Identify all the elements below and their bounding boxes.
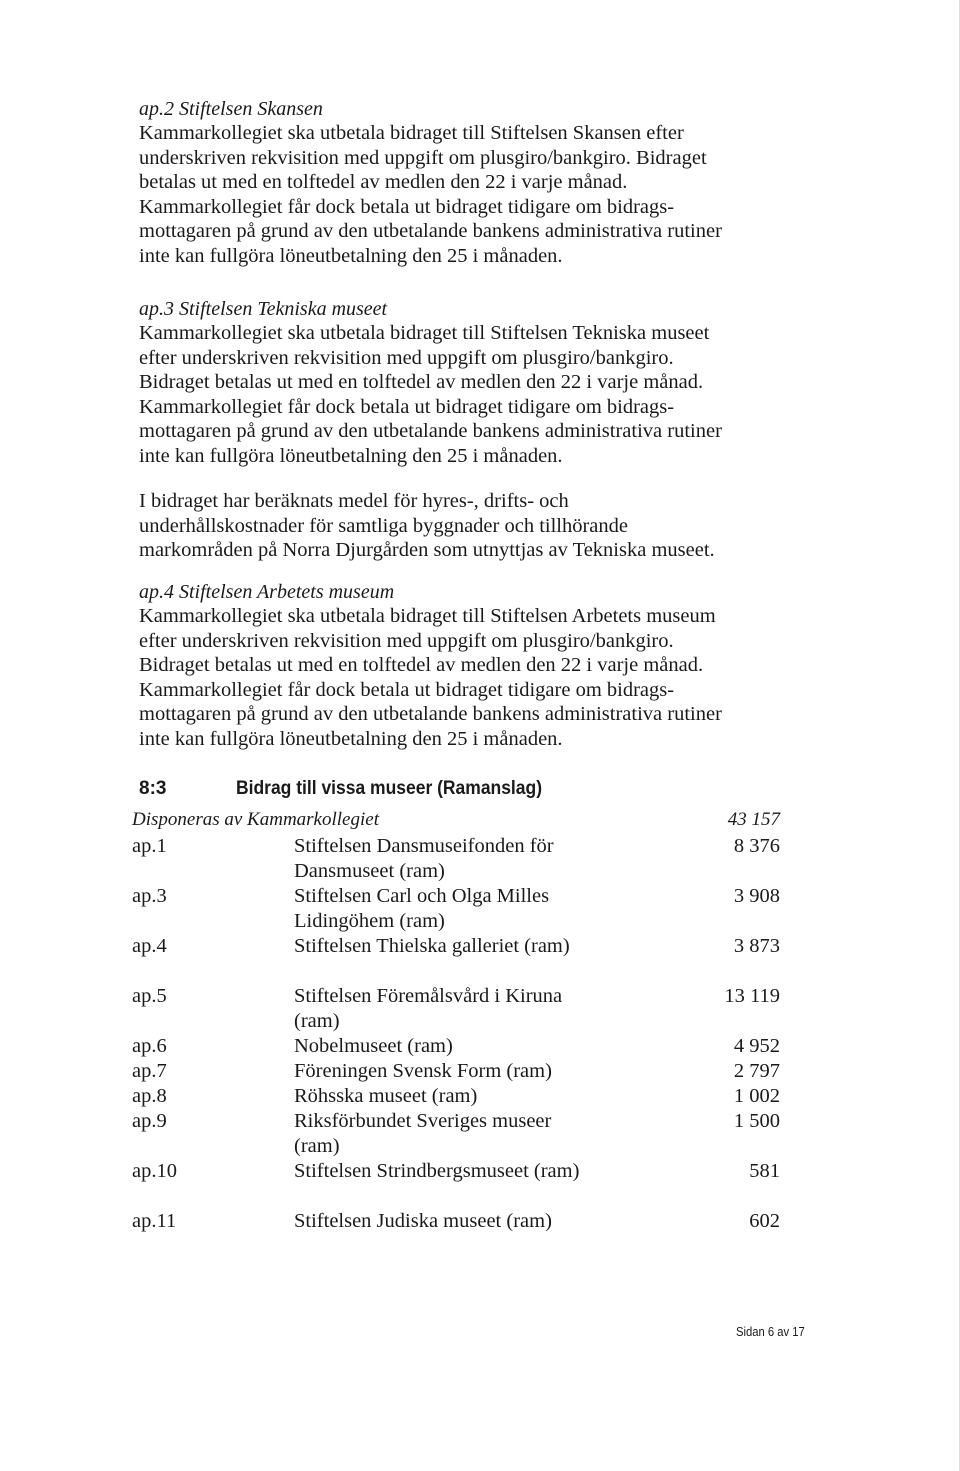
section-heading: ap.3 Stiftelsen Tekniska museet	[139, 298, 388, 320]
body-line: Kammarkollegiet får dock betala ut bidraget tidigare om bidrags-	[139, 395, 675, 418]
section-tekniska-note	[139, 489, 819, 563]
row-name: Röhsska museet (ram)	[294, 1085, 478, 1107]
row-ap: ap.1	[132, 835, 167, 857]
body-line: markområden på Norra Djurgården som utnyttjas av Tekniska museet.	[139, 539, 715, 562]
body-line: efter underskriven rekvisition med uppgift om plusgiro/bankgiro.	[139, 346, 674, 369]
table-row	[132, 1209, 792, 1234]
row-name: Stiftelsen Judiska museet (ram)	[294, 1210, 552, 1232]
row-ap: ap.10	[132, 1160, 177, 1182]
row-ap: ap.4	[132, 935, 167, 957]
appropriation-number: 8:3	[139, 778, 167, 799]
row-ap: ap.3	[132, 885, 167, 907]
section-ap2-skansen	[139, 97, 819, 269]
disposition-row	[132, 808, 792, 834]
row-name: Stiftelsen Thielska galleriet (ram)	[294, 935, 570, 957]
section-body	[139, 121, 819, 269]
row-amount: 1 002	[733, 1085, 780, 1107]
body-line: underhållskostnader för samtliga byggnader och tillhörande	[139, 514, 629, 537]
table-row	[132, 834, 792, 884]
row-amount: 581	[749, 1160, 780, 1182]
page-number: Sidan 6 av 17	[736, 1325, 805, 1339]
row-amount: 8 376	[733, 835, 780, 857]
row-ap: ap.11	[132, 1210, 177, 1232]
row-ap: ap.6	[132, 1035, 167, 1057]
row-amount: 3 908	[733, 885, 780, 907]
row-amount: 2 797	[733, 1060, 780, 1082]
body-line: betalas ut med en tolftedel av medlen den 22 i varje månad.	[139, 171, 628, 194]
table-row	[132, 884, 792, 934]
row-name: Stiftelsen Strindbergsmuseet (ram)	[294, 1160, 580, 1182]
body-line: Kammarkollegiet får dock betala ut bidraget tidigare om bidrags-	[139, 678, 675, 701]
table-row	[132, 984, 792, 1034]
body-line: Bidraget betalas ut med en tolftedel av medlen den 22 i varje månad.	[139, 654, 704, 677]
body-line: Kammarkollegiet får dock betala ut bidraget tidigare om bidrags-	[139, 195, 675, 218]
section-heading: ap.4 Stiftelsen Arbetets museum	[139, 581, 395, 603]
body-line: mottagaren på grund av den utbetalande bankens administrativa rutiner	[139, 420, 722, 443]
body-line: I bidraget har beräknats medel för hyres-, drifts- och	[139, 490, 569, 512]
appropriation-heading	[139, 776, 819, 804]
row-amount: 3 873	[733, 935, 780, 957]
body-line: mottagaren på grund av den utbetalande bankens administrativa rutiner	[139, 703, 722, 726]
row-amount: 4 952	[733, 1035, 780, 1057]
body-line: Kammarkollegiet ska utbetala bidraget till Stiftelsen Tekniska museet	[139, 322, 710, 344]
section-heading: ap.2 Stiftelsen Skansen	[139, 98, 323, 120]
table-row	[132, 1109, 792, 1159]
table-row	[132, 1034, 792, 1059]
row-name: Riksförbundet Sveriges museer (ram)	[294, 1110, 552, 1157]
body-line: Kammarkollegiet ska utbetala bidraget till Stiftelsen Arbetets museum	[139, 605, 716, 627]
row-name: Föreningen Svensk Form (ram)	[294, 1060, 552, 1082]
row-amount: 13 119	[724, 985, 780, 1007]
section-body	[139, 604, 819, 752]
row-ap: ap.8	[132, 1085, 167, 1107]
allocation-table	[132, 808, 792, 1234]
body-line: underskriven rekvisition med uppgift om plusgiro/bankgiro. Bidraget	[139, 146, 707, 169]
section-body	[139, 489, 819, 563]
row-name: Nobelmuseet (ram)	[294, 1035, 453, 1057]
section-body	[139, 321, 819, 469]
section-ap4-arbetets-museum	[139, 580, 819, 752]
row-name: Stiftelsen Carl och Olga Milles Lidingöhem (ram)	[294, 885, 550, 932]
row-ap: ap.5	[132, 985, 167, 1007]
row-name: Stiftelsen Dansmuseifonden för Dansmuseet (ram)	[294, 835, 554, 882]
table-row	[132, 1159, 792, 1209]
table-row	[132, 1084, 792, 1109]
disposition-total: 43 157	[727, 809, 780, 830]
body-line: Bidraget betalas ut med en tolftedel av medlen den 22 i varje månad.	[139, 371, 704, 394]
appropriation-title: Bidrag till vissa museer (Ramanslag)	[236, 778, 543, 799]
disposition-label: Disponeras av Kammarkollegiet	[132, 809, 379, 830]
row-amount: 1 500	[733, 1110, 780, 1132]
body-line: efter underskriven rekvisition med uppgift om plusgiro/bankgiro.	[139, 629, 674, 652]
body-line: Kammarkollegiet ska utbetala bidraget till Stiftelsen Skansen efter	[139, 122, 684, 144]
body-line: mottagaren på grund av den utbetalande bankens administrativa rutiner	[139, 220, 722, 243]
table-row	[132, 934, 792, 984]
row-ap: ap.9	[132, 1110, 167, 1132]
row-name: Stiftelsen Föremålsvård i Kiruna (ram)	[294, 985, 563, 1032]
body-line: inte kan fullgöra löneutbetalning den 25 i månaden.	[139, 244, 563, 267]
section-ap3-tekniska-museet	[139, 297, 819, 469]
row-amount: 602	[749, 1210, 780, 1232]
body-line: inte kan fullgöra löneutbetalning den 25 i månaden.	[139, 444, 563, 467]
body-line: inte kan fullgöra löneutbetalning den 25 i månaden.	[139, 727, 563, 750]
table-row	[132, 1059, 792, 1084]
row-ap: ap.7	[132, 1060, 167, 1082]
